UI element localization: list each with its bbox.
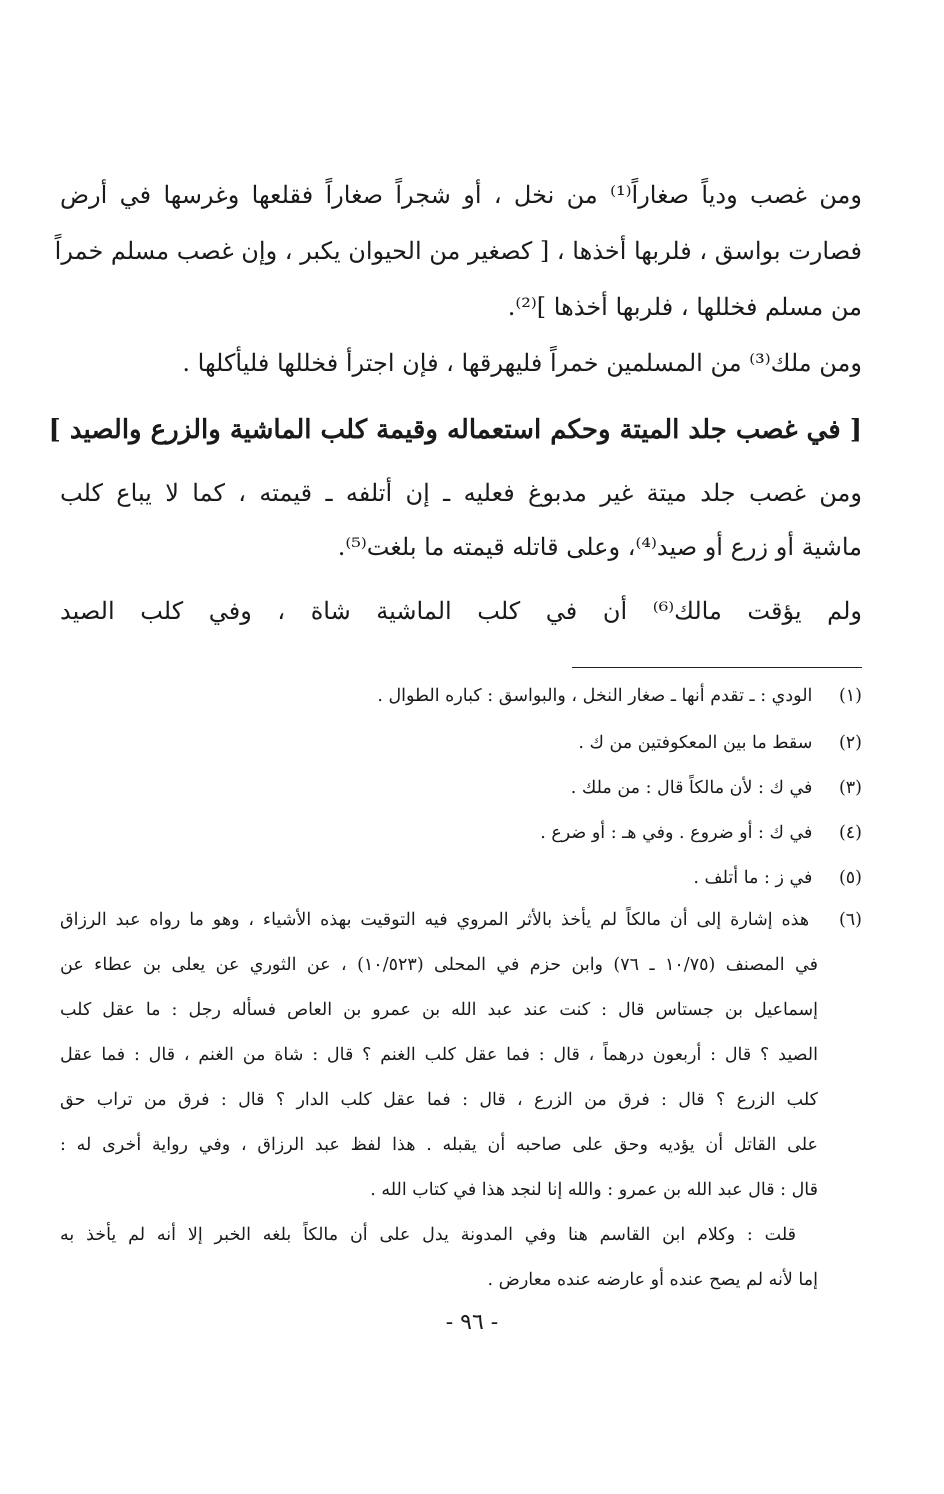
footnote-1 [60, 684, 862, 708]
footnote-6-line-7: قال : قال عبد الله بن عمرو : والله إنا لنجد هذا في كتاب الله . [370, 1180, 818, 1200]
footnote-text: في ز : ما أتلف . [693, 868, 813, 888]
footnote-separator [572, 667, 862, 668]
footnote-4 [60, 821, 862, 845]
footnote-3 [60, 776, 862, 800]
main-line-1: ومن غصب ودياً صغاراً⁽¹⁾ من نخل ، أو شجراً صغاراً فقلعها وغرسها في أرض [60, 181, 862, 209]
footnote-number: (٦) [838, 910, 862, 930]
footnote-text: في ك : أو ضروع . وفي هـ : أو ضرع . [540, 823, 813, 843]
footnote-6-line-2: في المصنف (١٠/٧٥ ـ ٧٦) وابن حزم في المحلى (١٠/٥٢٣) ، عن الثوري عن يعلى بن عطاء عن [60, 955, 818, 975]
footnote-number: (٢) [838, 733, 862, 753]
footnote-number: (٤) [838, 823, 862, 843]
footnote-number: (٥) [838, 868, 862, 888]
footnote-text: هذه إشارة إلى أن مالكاً لم يأخذ بالأثر المروي فيه التوقيت بهذه الأشياء ، وهو ما رواه عبد الرزاق [60, 910, 810, 930]
main-line-6: ماشية أو زرع أو صيد⁽⁴⁾، وعلى قاتله قيمته ما بلغت⁽⁵⁾. [337, 533, 862, 561]
page-number: - ٩٦ - [445, 1310, 499, 1335]
footnote-5 [60, 866, 862, 890]
footnote-6-line-5: كلب الزرع ؟ قال : فرق من الزرع ، قال : فما عقل كلب الدار ؟ قال : فرق من تراب حق [60, 1090, 818, 1110]
footnote-2 [60, 731, 862, 755]
footnote-number: (١) [838, 686, 862, 706]
footnote-note-line-1: قلت : وكلام ابن القاسم هنا وفي المدونة يدل على أن مالكاً بلغه الخبر إلا أنه لم يأخذ به [60, 1225, 796, 1245]
footnote-6-line-1 [60, 908, 862, 932]
main-line-4: ومن ملك⁽³⁾ من المسلمين خمراً فليهرقها ، فإن اجترأ فخللها فليأكلها . [182, 349, 862, 377]
section-heading: [ في غصب جلد الميتة وحكم استعماله وقيمة كلب الماشية والزرع والصيد ] [48, 415, 862, 445]
main-line-7: ولم يؤقت مالك⁽⁶⁾ أن في كلب الماشية شاة ، وفي كلب الصيد [60, 597, 862, 625]
main-line-5: ومن غصب جلد ميتة غير مدبوغ فعليه ـ إن أتلفه ـ قيمته ، كما لا يباع كلب [60, 479, 862, 507]
footnote-text: في ك : لأن مالكاً قال : من ملك . [570, 778, 813, 798]
footnote-text: الودي : ـ تقدم أنها ـ صغار النخل ، والبواسق : كباره الطوال . [377, 686, 813, 706]
footnote-text: سقط ما بين المعكوفتين من ك . [578, 733, 813, 753]
main-line-3: من مسلم فخللها ، فلربها أخذها ]⁽²⁾. [507, 293, 862, 321]
footnote-6-line-6: على القاتل أن يؤديه وحق على صاحبه أن يقبله . هذا لفظ عبد الرزاق ، وفي رواية أخرى له : [60, 1135, 818, 1155]
footnote-6-line-3: إسماعيل بن جستاس قال : كنت عند عبد الله بن عمرو بن العاص فسأله رجل : ما عقل كلب [60, 1000, 818, 1020]
footnote-note-line-2: إما لأنه لم يصح عنده أو عارضه عنده معارض . [487, 1270, 818, 1290]
footnote-number: (٣) [838, 778, 862, 798]
main-line-2: فصارت بواسق ، فلربها أخذها ، [ كصغير من الحيوان يكبر ، وإن غصب مسلم خمراً [54, 237, 862, 265]
footnote-6-line-4: الصيد ؟ قال : أربعون درهماً ، قال : فما عقل كلب الغنم ؟ قال : شاة من الغنم ، قال : فما عقل [60, 1045, 818, 1065]
